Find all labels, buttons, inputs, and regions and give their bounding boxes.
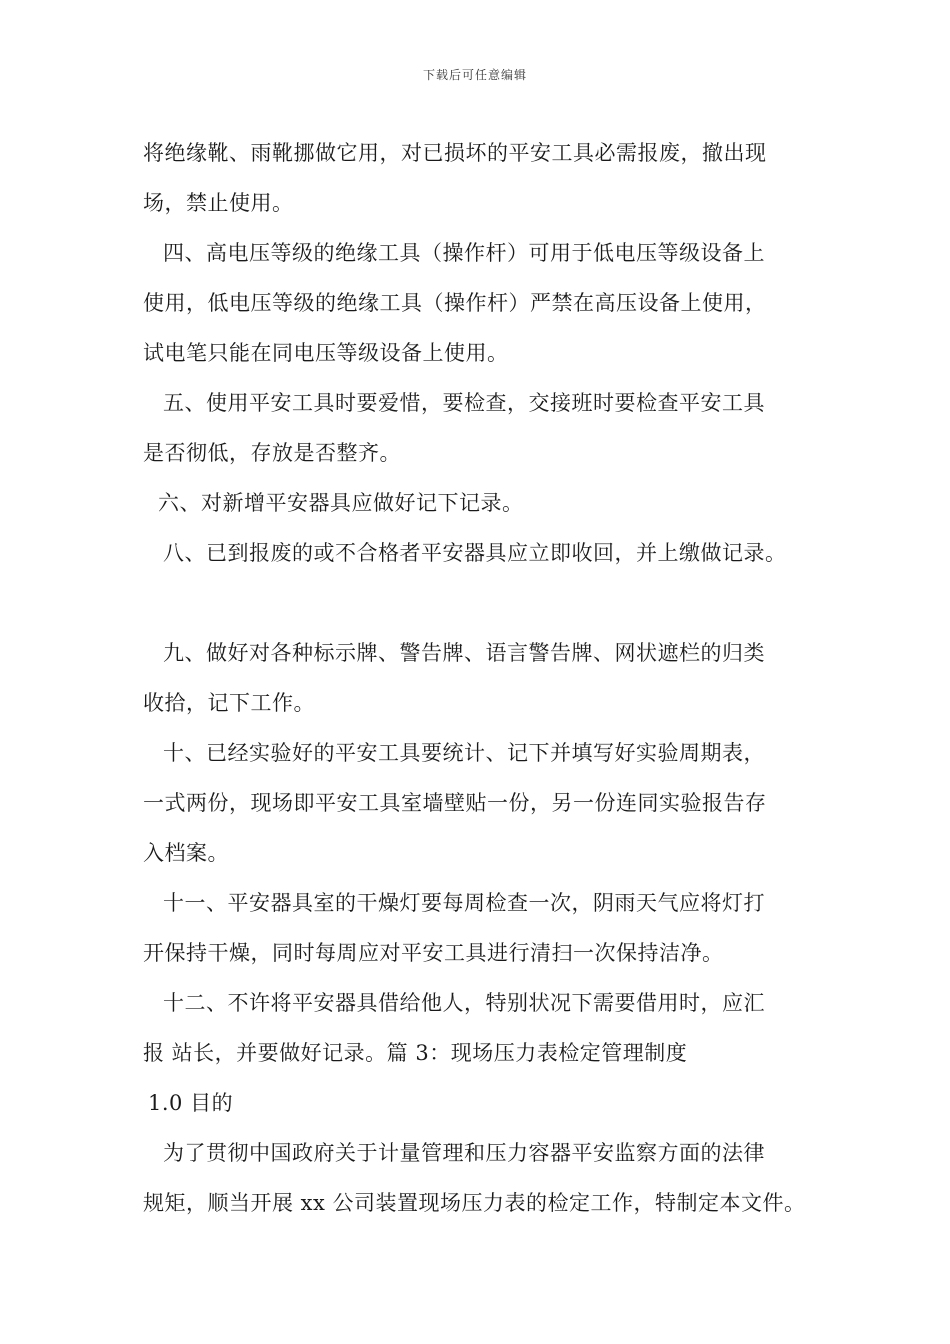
paragraph-gap — [143, 578, 833, 628]
text-line: 场，禁止使用。 — [143, 191, 294, 215]
text-line: 试电笔只能在同电压等级设备上使用。 — [143, 341, 509, 365]
paragraph-item-12 — [143, 978, 833, 1078]
text-line: 将绝缘靴、雨靴挪做它用，对已损坏的平安工具必需报废，撤出现 — [143, 141, 767, 165]
section-heading — [143, 1078, 833, 1128]
text-line: 入档案。 — [143, 841, 229, 865]
text-line: 为了贯彻中国政府关于计量管理和压力容器平安监察方面的法律 — [163, 1141, 765, 1165]
paragraph-item-5 — [143, 378, 833, 478]
text-line: 使用，低电压等级的绝缘工具（操作杆）严禁在高压设备上使用， — [143, 291, 767, 315]
paragraph-continuation — [143, 128, 833, 228]
document-body — [143, 128, 833, 1228]
heading-text: 1.0 目的 — [148, 1091, 234, 1115]
text-line: 是否彻低，存放是否整齐。 — [143, 441, 401, 465]
paragraph-item-6 — [143, 478, 833, 528]
text-line: 收拾，记下工作。 — [143, 691, 315, 715]
text-line: 六、对新增平安器具应做好记下记录。 — [158, 491, 524, 515]
paragraph-item-4 — [143, 228, 833, 378]
text-line: 报 站长，并要做好记录。篇 3：现场压力表检定管理制度 — [143, 1041, 688, 1065]
text-line: 十一、平安器具室的干燥灯要每周检查一次，阴雨天气应将灯打 — [163, 891, 765, 915]
paragraph-item-11 — [143, 878, 833, 978]
text-line: 八、已到报废的或不合格者平安器具应立即收回，并上缴做记录。 — [163, 541, 787, 565]
text-line: 十、已经实验好的平安工具要统计、记下并填写好实验周期表， — [163, 741, 765, 765]
paragraph-item-8 — [143, 528, 833, 578]
text-line: 九、做好对各种标示牌、警告牌、语言警告牌、网状遮栏的归类 — [163, 641, 765, 665]
paragraph-item-9 — [143, 628, 833, 728]
text-line: 十二、不许将平安器具借给他人，特别状况下需要借用时，应汇 — [163, 991, 765, 1015]
text-line: 开保持干燥，同时每周应对平安工具进行清扫一次保持洁净。 — [143, 941, 724, 965]
text-line: 一式两份，现场即平安工具室墙壁贴一份，另一份连同实验报告存 — [143, 791, 767, 815]
page-header: 下载后可任意编辑 — [422, 68, 527, 82]
paragraph-item-10 — [143, 728, 833, 878]
paragraph-purpose — [143, 1128, 833, 1228]
text-line: 规矩，顺当开展 xx 公司装置现场压力表的检定工作，特制定本文件。 — [143, 1191, 806, 1215]
text-line: 五、使用平安工具时要爱惜，要检查，交接班时要检查平安工具 — [163, 391, 765, 415]
text-line: 四、高电压等级的绝缘工具（操作杆）可用于低电压等级设备上 — [163, 241, 765, 265]
